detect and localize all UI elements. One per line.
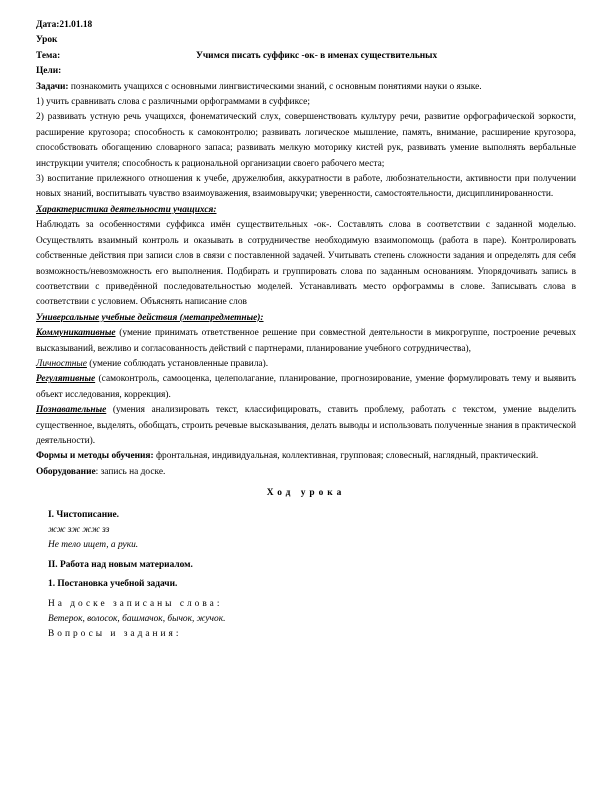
tasks-paragraph	[36, 80, 576, 95]
topic-label: Тема:	[36, 50, 61, 61]
regulative-label: Регулятивные	[36, 374, 96, 385]
equipment-label: Оборудование	[36, 466, 96, 477]
task-item-2: 2) развивать устную речь учащихся, фонематический слух, совершенствовать культуру речи, развитие орфографической зоркости, расширение кругозора; способность к самоконтролю; развивать логическое мышление, память, внимание, расширение кругозора, способствовать обогащению словарного запаса; развивать мелкую моторику кистей рук, развивать умение выполнять вербальные инструкции учителя; способность к рациональной организации своего рабочего места;	[36, 112, 576, 169]
personal-label: Личностные	[36, 358, 87, 369]
topic-value: Учимся писать суффикс -ок- в именах существительных	[196, 50, 438, 61]
forms-label: Формы и методы обучения:	[36, 451, 154, 462]
cognitive-text: (умения анализировать текст, классифицировать, ставить проблему, работать с текстом, умение выделить существенное, выделять, обобщать, строить речевые высказывания, делать выводы и использовать полученные знания в практической деятельности).	[36, 405, 577, 446]
uud-regulative	[36, 372, 576, 403]
task-item-1: 1) учить сравнивать слова с различными орфограммами в суффиксе;	[36, 97, 310, 108]
forms-text: фронтальная, индивидуальная, коллективная, групповая; словесный, наглядный, практический.	[155, 451, 539, 462]
lesson-flow-heading: Ход урока	[266, 488, 346, 499]
section-1-title: I. Чистописание.	[48, 509, 120, 520]
cognitive-label: Познавательные	[36, 405, 107, 416]
tasks-label: Задачи:	[36, 81, 69, 92]
subsection-1-title: 1. Постановка учебной задачи.	[48, 579, 178, 590]
regulative-text: (самоконтроль, самооценка, целеполагание, планирование, прогнозирование, умение формулировать тему и выявить объект исследования, коррекция).	[36, 374, 576, 400]
communicative-label: Коммуникативные	[36, 328, 116, 339]
forms-paragraph	[36, 449, 576, 464]
task-item-3: 3) воспитание прилежного отношения к учебе, дружелюбия, аккуратности в работе, любознательности, активности при получении новых знаний, воспитывать чувство взаимоуважения, взаимовыручки; уверенности, самостоятельности, дисциплинированности.	[36, 174, 576, 200]
uud-cognitive	[36, 403, 576, 449]
communicative-text: (умение принимать ответственное решение при совместной деятельности в микрогруппе, построение речевых высказываний, вежливо и согласованность действий с партнерами, планирование учебного сотрудничества),	[36, 328, 577, 354]
handwriting-letters: жж зж жж зз	[48, 525, 110, 535]
uud-heading: Универсальные учебные действия (метапредметные):	[36, 312, 264, 323]
handwriting-phrase: Не тело ищет, а руки.	[48, 540, 139, 551]
board-words: Ветерок, волосок, башмачок, бычок, жучок.	[48, 614, 226, 625]
document-page	[36, 18, 576, 643]
date-line: Дата:21.01.18	[36, 20, 93, 30]
uud-personal	[36, 357, 576, 372]
lesson-line: Урок	[36, 35, 58, 46]
topic-row	[36, 49, 576, 64]
questions-heading: Вопросы и задания:	[48, 629, 182, 640]
section-2-title: II. Работа над новым материалом.	[48, 559, 193, 570]
personal-text: (умение соблюдать установленные правила).	[89, 358, 269, 369]
activity-heading: Характеристика деятельности учащихся:	[36, 204, 217, 215]
lesson-flow-body	[36, 508, 576, 643]
board-intro: На доске записаны слова:	[48, 598, 223, 609]
activity-text: Наблюдать за особенностями суффикса имён существительных -ок-. Составлять слова в соответствии с заданной моделью. Осуществлять взаимный контроль и оказывать в сотрудничестве необходимую взаимопомощь (работа в паре). Контролировать собственные действия при записи слов в связи с поставленной задачей. Учитывать степень сложности задания и определять для себя возможность/невозможность его выполнения. Подбирать и группировать слова по заданным основаниям. Упорядочивать запись в соответствии с приведённой последовательностью моделей. Устанавливать место орфограммы в слове. Записывать слова в соответствии с условием. Объяснять написание слов	[36, 220, 576, 308]
tasks-intro: познакомить учащихся с основными лингвистическими знаний, с основным понятиями науки о языке.	[70, 81, 482, 92]
equipment-text: : запись на доске.	[95, 466, 166, 477]
uud-communicative	[36, 326, 576, 357]
goals-label: Цели:	[36, 66, 62, 77]
equipment-paragraph	[36, 465, 576, 480]
